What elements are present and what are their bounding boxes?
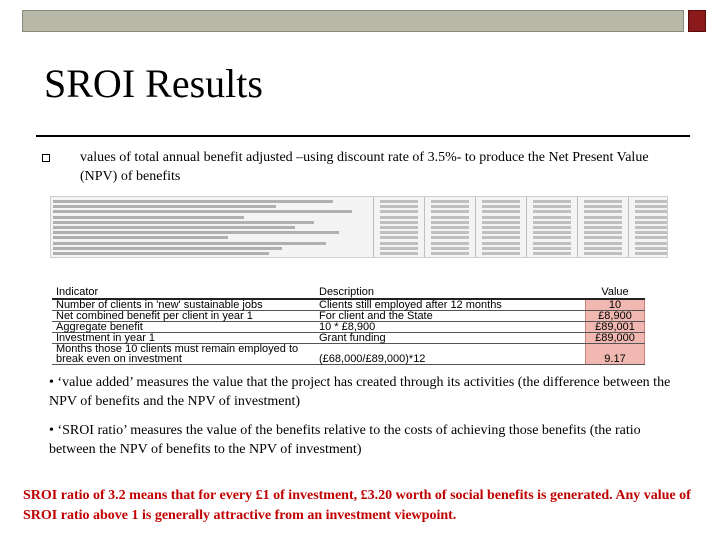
illegible-cell	[635, 200, 668, 203]
illegible-cell	[584, 210, 622, 213]
illegible-cell	[380, 226, 418, 229]
illegible-cell	[533, 216, 571, 219]
illegible-cell	[482, 216, 520, 219]
illegible-text-line	[53, 252, 269, 255]
illegible-text-line	[53, 216, 244, 219]
row-indicator: Number of clients in 'new' sustainable jobs	[52, 299, 315, 311]
row-indicator: Investment in year 1	[52, 333, 315, 344]
illegible-text-line	[53, 236, 228, 239]
illegible-cell	[482, 242, 520, 245]
illegible-cell	[380, 252, 418, 255]
illegible-cell	[584, 200, 622, 203]
illegible-cell	[584, 226, 622, 229]
illegible-cell	[431, 252, 469, 255]
sroi-results-table	[52, 286, 645, 365]
illegible-cell	[380, 247, 418, 250]
illegible-cell	[635, 242, 668, 245]
illegible-cell	[482, 210, 520, 213]
illegible-cell	[533, 231, 571, 234]
illegible-cell	[380, 221, 418, 224]
illegible-cell	[431, 216, 469, 219]
illegible-cell	[380, 210, 418, 213]
illegible-cell	[584, 216, 622, 219]
illegible-cell	[584, 205, 622, 208]
illegible-cell	[635, 216, 668, 219]
illegible-cell	[635, 210, 668, 213]
illegible-cell	[431, 231, 469, 234]
discounted-benefits-table-image	[50, 196, 668, 258]
illegible-cell	[533, 247, 571, 250]
illegible-cell	[431, 242, 469, 245]
header-value: Value	[586, 286, 645, 299]
illegible-cell	[584, 252, 622, 255]
row-value: £8,900	[586, 311, 645, 322]
illegible-cell	[431, 226, 469, 229]
header-description: Description	[315, 286, 586, 299]
illegible-cell	[635, 221, 668, 224]
illegible-cell	[482, 247, 520, 250]
illegible-cell	[635, 231, 668, 234]
square-bullet-icon	[42, 154, 50, 162]
illegible-text-line	[53, 226, 295, 229]
illegible-cell	[635, 252, 668, 255]
row-indicator: Months those 10 clients must remain employed to break even on investment	[52, 344, 315, 365]
row-value: £89,001	[586, 322, 645, 333]
illegible-cell	[533, 210, 571, 213]
illegible-cell	[380, 216, 418, 219]
illegible-cell	[584, 231, 622, 234]
row-value: £89,000	[586, 333, 645, 344]
illegible-cell	[431, 205, 469, 208]
illegible-cell	[482, 221, 520, 224]
illegible-cell	[533, 236, 571, 239]
header-accent-square	[688, 10, 706, 32]
illegible-cell	[482, 226, 520, 229]
illegible-cell	[380, 200, 418, 203]
illegible-cell	[584, 236, 622, 239]
illegible-cell	[533, 242, 571, 245]
table-row	[52, 322, 645, 333]
illegible-cell	[584, 247, 622, 250]
row-value: 9.17	[586, 344, 645, 365]
illegible-cell	[482, 252, 520, 255]
illegible-text-line	[53, 205, 276, 208]
illegible-cell	[380, 236, 418, 239]
illegible-cell	[533, 221, 571, 224]
illegible-cell	[482, 236, 520, 239]
header-bar	[22, 10, 684, 32]
illegible-cell	[380, 231, 418, 234]
illegible-cell	[431, 247, 469, 250]
illegible-cell	[533, 205, 571, 208]
illegible-text-line	[53, 200, 333, 203]
table-row	[52, 299, 645, 311]
illegible-cell	[431, 221, 469, 224]
value-added-paragraph: • ‘value added’ measures the value that the project has created through its activities (the difference between the NPV of benefits and the NPV of investment)	[49, 375, 671, 409]
illegible-cell	[482, 205, 520, 208]
illegible-cell	[584, 242, 622, 245]
slide-title: SROI Results	[44, 61, 263, 106]
row-description: (£68,000/£89,000)*12	[315, 344, 586, 365]
intro-text: values of total annual benefit adjusted –using discount rate of 3.5%- to produce the Net Present Value (NPV) of benefits	[80, 150, 649, 184]
sroi-conclusion-text: SROI ratio of 3.2 means that for every £1 of investment, £3.20 worth of social benefits is generated. Any value of SROI ratio above 1 is generally attractive from an investment viewpoint.	[23, 488, 691, 523]
illegible-text-line	[53, 231, 339, 234]
header-indicator: Indicator	[52, 286, 315, 299]
illegible-cell	[380, 205, 418, 208]
illegible-cell	[584, 221, 622, 224]
illegible-cell	[380, 242, 418, 245]
illegible-cell	[635, 226, 668, 229]
title-divider	[36, 135, 690, 137]
illegible-cell	[431, 200, 469, 203]
table-row	[52, 344, 645, 365]
row-description: 10 * £8,900	[315, 322, 586, 333]
illegible-cell	[635, 247, 668, 250]
table-row	[52, 311, 645, 322]
row-description: For client and the State	[315, 311, 586, 322]
illegible-cell	[533, 252, 571, 255]
illegible-cell	[533, 200, 571, 203]
row-indicator: Aggregate benefit	[52, 322, 315, 333]
illegible-text-line	[53, 242, 326, 245]
illegible-text-line	[53, 221, 314, 224]
illegible-cell	[533, 226, 571, 229]
illegible-cell	[635, 205, 668, 208]
illegible-cell	[482, 231, 520, 234]
table-header-row	[52, 286, 645, 299]
illegible-text-line	[53, 210, 352, 213]
illegible-cell	[431, 236, 469, 239]
row-description: Grant funding	[315, 333, 586, 344]
illegible-text-line	[53, 247, 282, 250]
table-row	[52, 333, 645, 344]
illegible-cell	[482, 200, 520, 203]
row-indicator: Net combined benefit per client in year 1	[52, 311, 315, 322]
illegible-cell	[431, 210, 469, 213]
sroi-ratio-paragraph: • ‘SROI ratio’ measures the value of the benefits relative to the costs of achieving those benefits (the ratio between the NPV of benefits to the NPV of investment)	[49, 423, 641, 457]
row-value: 10	[586, 299, 645, 311]
row-description: Clients still employed after 12 months	[315, 299, 586, 311]
illegible-cell	[635, 236, 668, 239]
